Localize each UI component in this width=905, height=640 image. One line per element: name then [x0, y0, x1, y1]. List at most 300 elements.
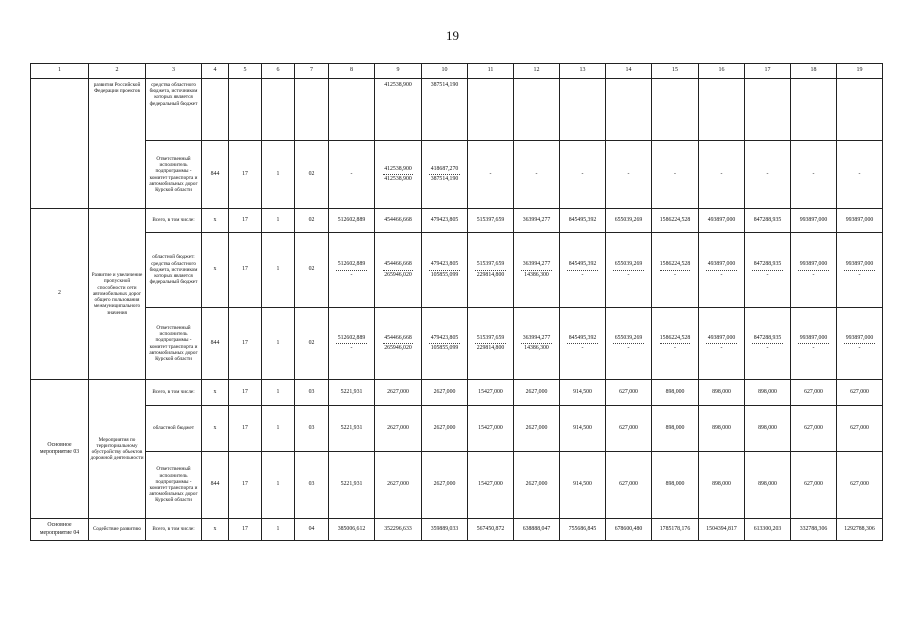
amount-value: 993897,000 — [845, 334, 874, 341]
amount-value: 898,000 — [712, 424, 731, 431]
amount-value: 387514,190 — [430, 82, 459, 88]
amount-value: 5221,931 — [340, 481, 363, 488]
amount-value: - — [674, 170, 676, 177]
funding-source-cell: областной бюджет — [146, 406, 202, 452]
funding-source-cell: средства областного бюджета, источником которых является федеральный бюджет — [146, 79, 202, 141]
code-cell: 1 — [262, 406, 295, 452]
amount-cell — [652, 141, 699, 209]
amount-cell — [329, 380, 375, 406]
dotted-divider — [429, 174, 459, 175]
code-cell: 02 — [295, 141, 329, 209]
amount-cell — [329, 79, 375, 141]
amount-cell — [329, 233, 375, 308]
dotted-divider — [383, 270, 414, 271]
amount-value: 627,000 — [619, 388, 638, 395]
amount-value: 847288,935 — [753, 261, 782, 268]
amount-cell — [652, 452, 699, 519]
dotted-divider — [613, 270, 643, 271]
amount-cell — [329, 308, 375, 380]
header-cell: 16 — [699, 64, 745, 79]
amount-value: 627,000 — [619, 481, 638, 488]
code-cell: x — [202, 380, 229, 406]
amount-subvalue: - — [350, 271, 353, 278]
code-cell: 1 — [262, 452, 295, 519]
header-cell: 4 — [202, 64, 229, 79]
amount-value: 363994,277 — [522, 334, 551, 341]
funding-source-cell: областной бюджет: средства областного бюджета, источником которых является федеральный бюджет — [146, 233, 202, 308]
code-cell: 17 — [229, 141, 262, 209]
amount-value: 363994,277 — [522, 216, 551, 223]
amount-subvalue: 14386,300 — [524, 271, 549, 278]
amount-cell — [652, 519, 699, 541]
amount-cell — [699, 141, 745, 209]
table-row — [31, 79, 883, 141]
code-cell: 04 — [295, 519, 329, 541]
amount-cell — [837, 141, 883, 209]
amount-cell — [375, 141, 422, 209]
amount-cell — [699, 209, 745, 233]
header-cell: 12 — [514, 64, 560, 79]
dotted-divider — [336, 343, 366, 344]
header-cell: 1 — [31, 64, 89, 79]
amount-cell — [606, 141, 652, 209]
amount-cell — [468, 519, 514, 541]
header-cell: 7 — [295, 64, 329, 79]
amount-cell — [699, 406, 745, 452]
amount-value: 627,000 — [850, 481, 869, 488]
header-cell: 19 — [837, 64, 883, 79]
amount-value: 2627,000 — [525, 481, 548, 488]
amount-cell — [606, 519, 652, 541]
amount-cell — [422, 233, 468, 308]
amount-cell — [375, 380, 422, 406]
code-cell: 17 — [229, 209, 262, 233]
amount-value: 627,000 — [619, 424, 638, 431]
amount-value: 898,000 — [712, 481, 731, 488]
amount-value: 2627,000 — [387, 481, 409, 488]
funding-source-cell: Ответственный исполнитель подпрограммы - комитет транспорта и автомобильных дорог Курской области — [146, 141, 202, 209]
dotted-divider — [613, 343, 643, 344]
amount-value: 385006,612 — [337, 525, 366, 532]
amount-cell — [606, 308, 652, 380]
amount-value: - — [858, 170, 861, 177]
amount-cell — [468, 380, 514, 406]
funding-source-cell: Всего, в том числе: — [146, 519, 202, 541]
amount-value: 993897,000 — [799, 334, 828, 341]
amount-value: 1785178,176 — [659, 525, 691, 532]
code-cell: 03 — [295, 452, 329, 519]
table-row — [31, 380, 883, 406]
table-row — [31, 141, 883, 209]
amount-cell — [560, 209, 606, 233]
amount-cell — [514, 519, 560, 541]
amount-cell — [560, 308, 606, 380]
amount-cell — [422, 209, 468, 233]
amount-subvalue: - — [858, 271, 861, 278]
header-cell: 17 — [745, 64, 791, 79]
row-number-cell: Основное мероприятие 04 — [31, 519, 89, 541]
amount-cell — [422, 141, 468, 209]
amount-value: 847288,935 — [753, 216, 782, 223]
amount-cell — [791, 141, 837, 209]
amount-value: 845495,392 — [568, 216, 597, 223]
amount-value: 515397,659 — [476, 261, 505, 268]
code-cell: 03 — [295, 406, 329, 452]
code-cell: 1 — [262, 380, 295, 406]
amount-value: 845495,392 — [568, 261, 597, 268]
amount-cell — [745, 233, 791, 308]
amount-subvalue: - — [674, 345, 676, 351]
amount-cell — [468, 209, 514, 233]
amount-value: 493897,000 — [707, 334, 736, 341]
code-cell — [202, 79, 229, 141]
dotted-divider — [521, 343, 551, 344]
amount-subvalue: - — [720, 345, 723, 351]
amount-value: 2627,000 — [525, 388, 548, 395]
amount-cell — [329, 452, 375, 519]
dotted-divider — [752, 270, 782, 271]
amount-subvalue: 265946,020 — [384, 345, 412, 351]
amount-cell — [699, 308, 745, 380]
amount-value: 655039,269 — [614, 334, 643, 341]
dotted-divider — [429, 343, 459, 344]
dotted-divider — [336, 270, 366, 271]
amount-value: 898,000 — [758, 481, 777, 488]
amount-value: 1586224,528 — [659, 334, 691, 341]
amount-cell — [745, 519, 791, 541]
amount-subvalue: 105855,099 — [430, 345, 459, 351]
amount-value: - — [489, 170, 492, 177]
dotted-divider — [383, 343, 414, 344]
table-row — [31, 406, 883, 452]
amount-value: 898,000 — [758, 424, 777, 431]
amount-cell — [422, 406, 468, 452]
funding-source-cell: Всего, в том числе: — [146, 380, 202, 406]
amount-value: 15427,000 — [478, 481, 503, 488]
code-cell — [295, 79, 329, 141]
budget-table — [30, 63, 883, 541]
amount-value: 898,000 — [665, 388, 685, 395]
amount-value: - — [627, 170, 630, 177]
funding-source-cell: Всего, в том числе: — [146, 209, 202, 233]
table-row — [31, 519, 883, 541]
amount-value: 2627,000 — [387, 424, 409, 431]
amount-cell — [745, 380, 791, 406]
header-cell: 8 — [329, 64, 375, 79]
amount-value: 567450,872 — [476, 525, 505, 532]
code-cell: 17 — [229, 233, 262, 308]
amount-cell — [745, 209, 791, 233]
dotted-divider — [660, 343, 691, 344]
amount-value: 454466,668 — [384, 334, 412, 341]
amount-value: 512602,889 — [337, 334, 366, 341]
amount-value: 418687,270 — [430, 165, 459, 172]
code-cell: 844 — [202, 141, 229, 209]
amount-value: 993897,000 — [799, 261, 828, 268]
amount-cell — [375, 308, 422, 380]
amount-value: 898,000 — [758, 388, 777, 395]
amount-cell — [560, 452, 606, 519]
amount-subvalue: - — [766, 271, 769, 278]
code-cell: 03 — [295, 380, 329, 406]
amount-subvalue: - — [812, 345, 815, 351]
measure-name-cell: Содействие развитию — [89, 519, 146, 541]
amount-value: 993897,000 — [845, 261, 874, 268]
amount-subvalue: - — [674, 271, 676, 278]
amount-value: 847288,935 — [753, 334, 782, 341]
amount-cell — [468, 406, 514, 452]
amount-cell — [329, 141, 375, 209]
amount-cell — [837, 406, 883, 452]
amount-subvalue: - — [812, 271, 815, 278]
header-cell: 10 — [422, 64, 468, 79]
amount-value: 493897,000 — [707, 261, 736, 268]
amount-cell — [422, 308, 468, 380]
header-cell: 2 — [89, 64, 146, 79]
amount-cell — [791, 452, 837, 519]
amount-subvalue: 387514,190 — [430, 176, 459, 182]
amount-cell — [606, 209, 652, 233]
amount-subvalue: 265946,020 — [384, 271, 412, 278]
amount-cell — [791, 406, 837, 452]
amount-value: 363994,277 — [522, 261, 551, 268]
amount-cell — [560, 519, 606, 541]
amount-value: 914,500 — [573, 481, 592, 488]
measure-name-cell: Развитие и увеличение пропускной способности сети автомобильных дорог общего пользования межмуниципального значения — [89, 209, 146, 380]
amount-cell — [329, 209, 375, 233]
amount-cell — [468, 79, 514, 141]
amount-cell — [791, 308, 837, 380]
amount-value: 993897,000 — [799, 216, 828, 223]
amount-cell — [468, 452, 514, 519]
amount-value: 898,000 — [665, 481, 685, 488]
table-row — [31, 209, 883, 233]
header-cell: 15 — [652, 64, 699, 79]
amount-value: 627,000 — [804, 481, 823, 488]
amount-value: - — [766, 170, 769, 177]
amount-cell — [329, 406, 375, 452]
amount-cell — [606, 452, 652, 519]
amount-subvalue: - — [766, 345, 769, 351]
amount-value: 845495,392 — [568, 334, 597, 341]
amount-cell — [422, 519, 468, 541]
table-row — [31, 452, 883, 519]
header-cell: 14 — [606, 64, 652, 79]
code-cell: 17 — [229, 406, 262, 452]
amount-cell — [514, 308, 560, 380]
amount-value: 479423,805 — [430, 261, 459, 268]
amount-cell — [652, 209, 699, 233]
amount-cell — [837, 380, 883, 406]
dotted-divider — [475, 343, 505, 344]
dotted-divider — [844, 343, 874, 344]
amount-cell — [652, 79, 699, 141]
code-cell: x — [202, 406, 229, 452]
amount-value: 454466,668 — [384, 216, 412, 223]
code-cell: 1 — [262, 308, 295, 380]
amount-value: 613300,203 — [753, 525, 782, 532]
amount-subvalue: 229814,800 — [476, 271, 505, 278]
dotted-divider — [475, 270, 505, 271]
amount-value: 627,000 — [850, 424, 869, 431]
code-cell: 17 — [229, 452, 262, 519]
header-row — [31, 64, 883, 79]
amount-cell — [514, 406, 560, 452]
amount-value: 15427,000 — [478, 388, 503, 395]
amount-value: 1292788,306 — [844, 525, 875, 532]
amount-cell — [652, 308, 699, 380]
amount-cell — [745, 141, 791, 209]
amount-subvalue: - — [627, 345, 630, 351]
amount-value: 512602,889 — [337, 261, 366, 268]
row-number-cell: 2 — [31, 209, 89, 380]
amount-cell — [606, 233, 652, 308]
amount-cell — [837, 79, 883, 141]
header-cell: 18 — [791, 64, 837, 79]
amount-value: 479423,805 — [430, 334, 459, 341]
code-cell — [229, 79, 262, 141]
amount-value: 454466,668 — [384, 261, 412, 268]
amount-value: 332788,306 — [799, 525, 828, 532]
amount-cell — [560, 141, 606, 209]
dotted-divider — [521, 270, 551, 271]
amount-value: 479423,805 — [430, 216, 459, 223]
amount-cell — [375, 519, 422, 541]
amount-value: 1504394,817 — [706, 525, 737, 532]
amount-value: 2627,000 — [433, 481, 456, 488]
code-cell: 02 — [295, 233, 329, 308]
amount-subvalue: - — [627, 271, 630, 278]
code-cell: 1 — [262, 233, 295, 308]
amount-value: 515397,659 — [476, 216, 505, 223]
amount-value: 1586224,528 — [659, 261, 691, 268]
amount-cell — [560, 233, 606, 308]
amount-cell — [699, 380, 745, 406]
amount-value: 755686,845 — [568, 525, 597, 532]
amount-subvalue: - — [581, 345, 584, 351]
code-cell: 02 — [295, 308, 329, 380]
amount-value: 412538,900 — [384, 82, 412, 88]
measure-name-cell: Мероприятия по территориальному обустройству объектов дорожной деятельности — [89, 380, 146, 519]
row-number-cell — [31, 79, 89, 209]
dotted-divider — [383, 174, 414, 175]
code-cell: x — [202, 233, 229, 308]
amount-cell — [652, 233, 699, 308]
amount-cell — [745, 308, 791, 380]
amount-cell — [375, 406, 422, 452]
amount-cell — [699, 79, 745, 141]
dotted-divider — [567, 343, 597, 344]
amount-value: 2627,000 — [433, 388, 456, 395]
amount-cell — [468, 233, 514, 308]
amount-value: 2627,000 — [433, 424, 456, 431]
header-cell: 9 — [375, 64, 422, 79]
code-cell: 17 — [229, 380, 262, 406]
amount-subvalue: - — [858, 345, 861, 351]
amount-value: 678600,480 — [614, 525, 643, 532]
amount-value: 898,000 — [665, 424, 685, 431]
amount-cell — [468, 308, 514, 380]
amount-cell — [837, 233, 883, 308]
amount-value: 5221,931 — [340, 388, 363, 395]
dotted-divider — [798, 270, 828, 271]
amount-cell — [375, 209, 422, 233]
amount-cell — [699, 233, 745, 308]
amount-value: - — [812, 170, 815, 177]
header-cell: 11 — [468, 64, 514, 79]
code-cell: 1 — [262, 141, 295, 209]
amount-cell — [837, 519, 883, 541]
amount-value: 493897,000 — [707, 216, 736, 223]
amount-subvalue: - — [581, 271, 584, 278]
amount-subvalue: 229814,800 — [476, 345, 505, 351]
amount-cell — [422, 452, 468, 519]
amount-subvalue: - — [720, 271, 723, 278]
header-cell: 6 — [262, 64, 295, 79]
header-cell: 5 — [229, 64, 262, 79]
amount-cell — [514, 141, 560, 209]
dotted-divider — [429, 270, 459, 271]
amount-cell — [606, 380, 652, 406]
amount-value: 898,000 — [712, 388, 731, 395]
amount-value: 15427,000 — [478, 424, 503, 431]
amount-cell — [699, 452, 745, 519]
amount-cell — [560, 406, 606, 452]
amount-cell — [791, 79, 837, 141]
amount-value: 914,500 — [573, 424, 592, 431]
amount-value: 359889,033 — [430, 525, 459, 532]
amount-cell — [422, 79, 468, 141]
amount-subvalue: 105855,099 — [430, 271, 459, 278]
amount-cell — [791, 380, 837, 406]
code-cell: 02 — [295, 209, 329, 233]
code-cell: 17 — [229, 519, 262, 541]
amount-cell — [514, 209, 560, 233]
code-cell: 844 — [202, 452, 229, 519]
dotted-divider — [844, 270, 874, 271]
amount-cell — [652, 406, 699, 452]
amount-cell — [514, 380, 560, 406]
amount-cell — [560, 380, 606, 406]
funding-source-cell: Ответственный исполнитель подпрограммы - комитет транспорта и автомобильных дорог Курской области — [146, 452, 202, 519]
table-row — [31, 233, 883, 308]
funding-source-cell: Ответственный исполнитель подпрограммы - комитет транспорта и автомобильных дорог Курской области — [146, 308, 202, 380]
amount-cell — [514, 79, 560, 141]
page-number: 19 — [446, 28, 459, 43]
amount-value: - — [720, 170, 723, 177]
dotted-divider — [567, 270, 597, 271]
table-row — [31, 308, 883, 380]
dotted-divider — [798, 343, 828, 344]
amount-cell — [329, 519, 375, 541]
amount-cell — [837, 308, 883, 380]
amount-cell — [745, 79, 791, 141]
amount-cell — [791, 233, 837, 308]
amount-cell — [837, 452, 883, 519]
amount-value: 5221,931 — [340, 424, 363, 431]
amount-value: 515397,659 — [476, 334, 505, 341]
amount-value: 627,000 — [804, 388, 823, 395]
amount-cell — [606, 406, 652, 452]
code-cell: x — [202, 209, 229, 233]
amount-value: - — [581, 170, 584, 177]
amount-subvalue: - — [350, 345, 353, 351]
code-cell: 844 — [202, 308, 229, 380]
amount-cell — [652, 380, 699, 406]
dotted-divider — [752, 343, 782, 344]
amount-cell — [791, 209, 837, 233]
amount-value: - — [350, 170, 353, 177]
